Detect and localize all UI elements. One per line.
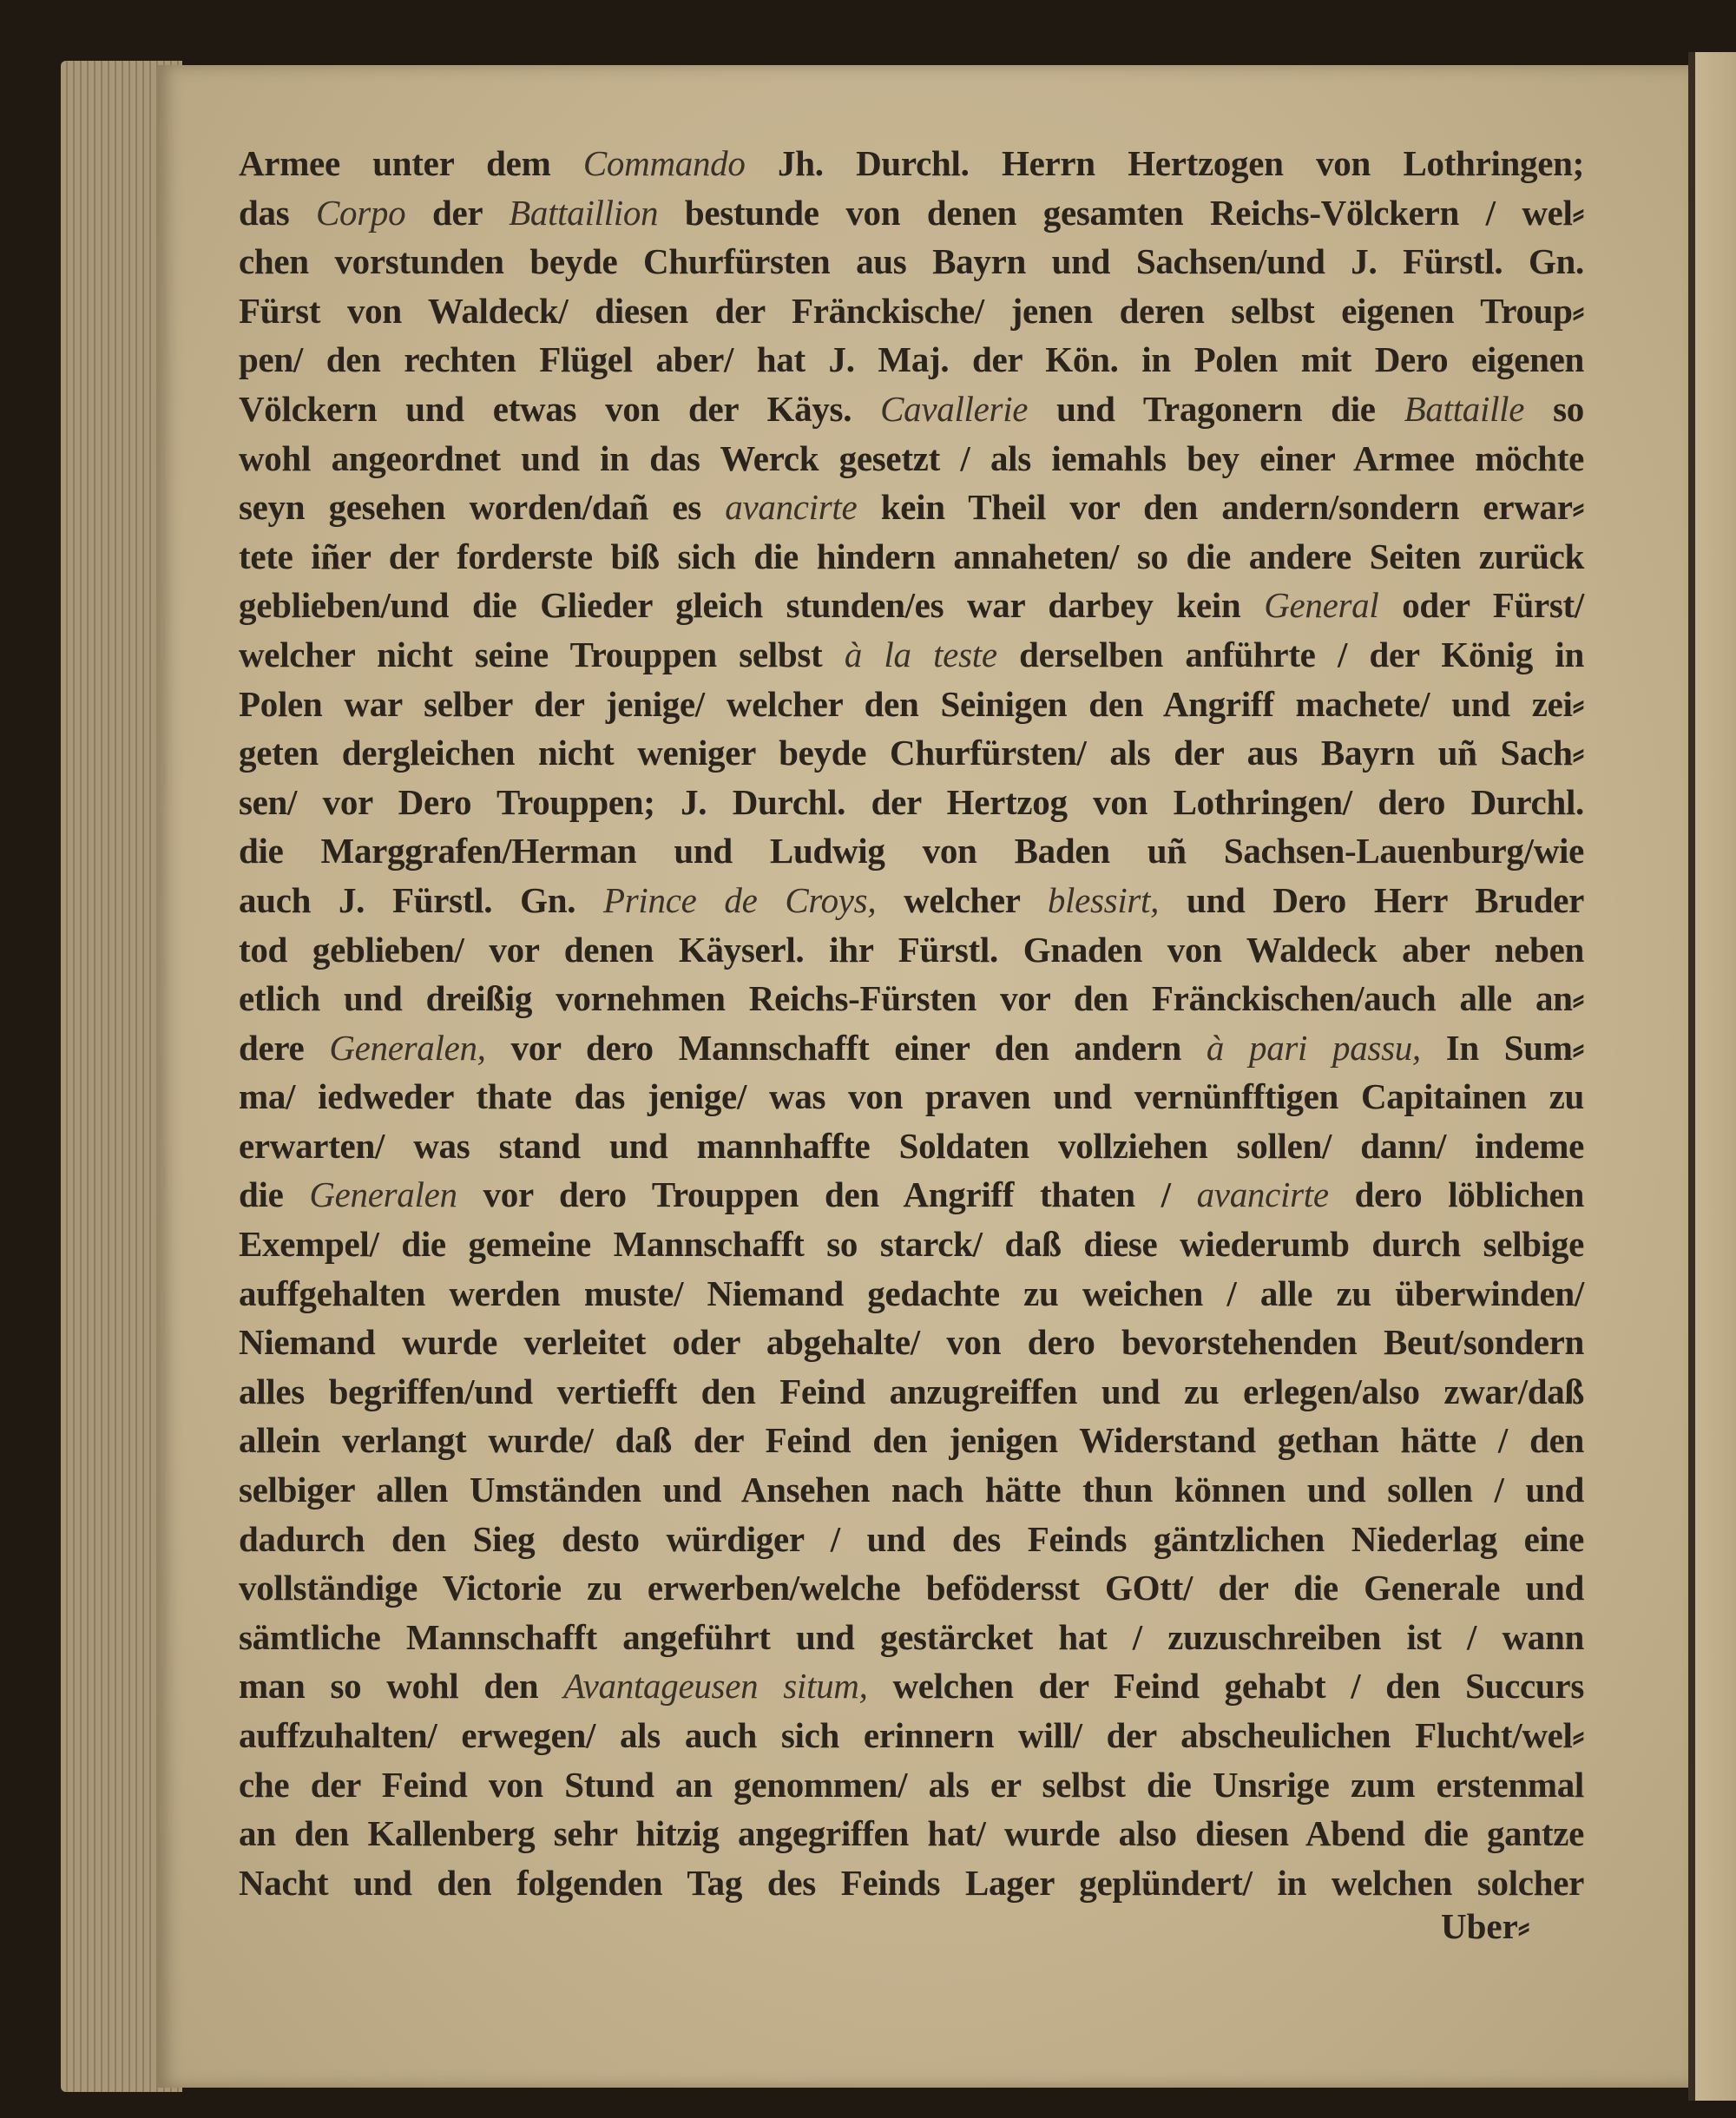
text-segment: geten dergleichen nicht weniger beyde Churfürsten/ als der aus Bayrn uñ Sach⸗ [239,733,1584,773]
text-segment: seyn gesehen worden/dañ es [239,487,726,528]
text-line [239,335,1584,385]
text-line [239,1563,1584,1613]
text-segment: geblieben/und die Glieder gleich stunden/es war darbey kein [239,585,1265,626]
text-line [239,1760,1584,1810]
text-segment: Fürst von Waldeck/ diesen der Fränckische/ jenen deren selbst eigenen Troup⸗ [239,290,1584,331]
text-segment: oder Fürst/ [1378,585,1584,626]
text-line [239,581,1584,630]
text-line [239,1170,1584,1220]
text-segment: erwarten/ was stand und mannhaffte Soldaten vollziehen sollen/ dann/ indeme [239,1125,1584,1166]
text-line [239,1711,1584,1760]
text-line [239,237,1584,286]
text-line [239,974,1584,1023]
text-segment: auffzuhalten/ erwegen/ als auch sich erinnern will/ der abscheulichen Flucht/wel⸗ [239,1715,1584,1755]
latin-term: à la teste [844,634,997,674]
text-segment: Exempel/ die gemeine Mannschafft so starck/ daß diese wiederumb durch selbige [239,1224,1584,1265]
latin-term: General [1264,585,1379,626]
text-segment: und Tragonern die [1028,388,1404,429]
latin-term: Prince de Croys, [603,879,877,920]
text-line [239,728,1584,778]
text-line [239,1613,1584,1662]
text-segment: bestunde von denen gesamten Reichs-Völckern / wel⸗ [658,192,1584,233]
text-segment: chen vorstunden beyde Churfürsten aus Bayrn und Sachsen/und J. Fürstl. Gn. [239,241,1584,282]
latin-term: Cavallerie [880,388,1029,429]
latin-term: Battaille [1404,388,1525,429]
text-line [239,1515,1584,1564]
text-segment: dere [239,1027,330,1068]
text-segment: sämtliche Mannschafft angeführt und gestärcket hat / zuzuschreiben ist / wann [239,1616,1584,1657]
text-line [239,1121,1584,1171]
text-segment: ma/ iedweder thate das jenige/ was von praven und vernünfftigen Capitainen zu [239,1076,1584,1117]
text-line [239,385,1584,434]
latin-term: avancirte [725,487,858,528]
text-line [239,1220,1584,1269]
text-line [239,434,1584,483]
latin-term: Commando [582,143,746,183]
text-segment: Nacht und den folgenden Tag des Feinds Lager geplündert/ in welchen solcher [239,1862,1584,1903]
text-line [239,139,1584,188]
text-segment: so [1524,388,1585,429]
latin-term: blessirt, [1047,879,1160,920]
text-segment: wohl angeordnet und in das Werck gesetzt / als iemahls bey einer Armee möchte [239,437,1584,478]
text-line [239,1072,1584,1121]
text-line [239,286,1584,336]
text-line [239,925,1584,975]
text-line [239,483,1584,532]
text-segment: man so wohl den [239,1666,564,1707]
text-segment: tete iñer der forderste biß sich die hindern annaheten/ so die andere Seiten zurück [239,536,1584,576]
text-segment: welcher [876,879,1048,920]
text-segment: an den Kallenberg sehr hitzig angegriffen hat/ wurde also diesen Abend die gantze [239,1813,1584,1854]
text-line [239,1465,1584,1515]
text-segment: und Dero Herr Bruder [1159,879,1585,920]
text-segment: Niemand wurde verleitet oder abgehalte/ von dero bevorstehenden Beut/sondern [239,1322,1584,1363]
text-segment: welcher nicht seine Trouppen selbst [239,634,845,674]
text-segment: vor dero Trouppen den Angriff thaten / [457,1174,1197,1215]
text-line [239,680,1584,729]
text-line [239,1416,1584,1465]
text-segment: dero löblichen [1328,1174,1584,1215]
text-line [239,778,1584,827]
latin-term: avancirte [1196,1174,1329,1215]
text-segment: Armee unter dem [239,143,583,183]
catchword: Uber⸗ [1441,1906,1530,1946]
text-line [239,1367,1584,1417]
text-line [239,1318,1584,1367]
facing-page-edge [1688,52,1736,2101]
latin-term: à pari passu, [1206,1027,1421,1068]
text-segment: die [239,1174,310,1215]
latin-term: Avantageusen situm, [563,1666,868,1707]
text-segment: In Sum⸗ [1420,1027,1584,1068]
text-segment: das [239,192,316,233]
text-segment: etlich und dreißig vornehmen Reichs-Fürsten vor den Fränckischen/auch alle an⸗ [239,978,1584,1019]
text-segment: selbiger allen Umständen und Ansehen nach hätte thun können und sollen / und [239,1470,1584,1510]
text-segment: alles begriffen/und vertiefft den Feind anzugreiffen und zu erlegen/also zwar/daß [239,1371,1584,1411]
text-line [239,1023,1584,1073]
text-segment: derselben anführte / der König in [996,634,1584,674]
latin-term: Battaillion [509,192,659,233]
latin-term: Generalen, [329,1027,486,1068]
text-line [239,826,1584,876]
text-segment: Polen war selber der jenige/ welcher den Seinigen den Angriff machete/ und zei⸗ [239,683,1584,724]
text-segment: pen/ den rechten Flügel aber/ hat J. Maj. der Kön. in Polen mit Dero eigenen [239,339,1584,380]
text-segment: vollständige Victorie zu erwerben/welche befödersst GOtt/ der die Generale und [239,1568,1584,1608]
text-segment: der [405,192,510,233]
text-segment: sen/ vor Dero Trouppen; J. Durchl. der Hertzog von Lothringen/ dero Durchl. [239,781,1584,822]
text-line [239,1809,1584,1858]
text-segment: die Marggrafen/Herman und Ludwig von Baden uñ Sachsen-Lauenburg/wie [239,831,1584,872]
text-segment: tod geblieben/ vor denen Käyserl. ihr Fürstl. Gnaden von Waldeck aber neben [239,929,1584,970]
body-text [239,139,1584,1907]
text-segment: dadurch den Sieg desto würdiger / und des Feinds gäntzlichen Niederlag eine [239,1518,1584,1559]
text-segment: vor dero Mannschafft einer den andern [485,1027,1207,1068]
text-segment: che der Feind von Stund an genommen/ als er selbst die Unsrige zum erstenmal [239,1764,1584,1805]
text-segment: Jh. Durchl. Herrn Hertzogen von Lothringen; [745,143,1585,183]
text-line [239,1269,1584,1319]
text-line [239,876,1584,925]
text-segment: allein verlangt wurde/ daß der Feind den jenigen Widerstand gethan hätte / den [239,1420,1584,1461]
text-segment: welchen der Feind gehabt / den Succurs [867,1666,1584,1707]
text-segment: auffgehalten werden muste/ Niemand gedachte zu weichen / alle zu überwinden/ [239,1273,1584,1313]
text-line [239,188,1584,238]
text-segment: Völckern und etwas von der Käys. [239,388,881,429]
text-line [239,1858,1584,1908]
latin-term: Corpo [316,192,406,233]
latin-term: Generalen [309,1174,457,1215]
text-segment: kein Theil vor den andern/sondern erwar⸗ [857,487,1584,528]
text-line [239,630,1584,680]
text-line [239,532,1584,582]
text-line [239,1661,1584,1711]
text-segment: auch J. Fürstl. Gn. [239,879,604,920]
